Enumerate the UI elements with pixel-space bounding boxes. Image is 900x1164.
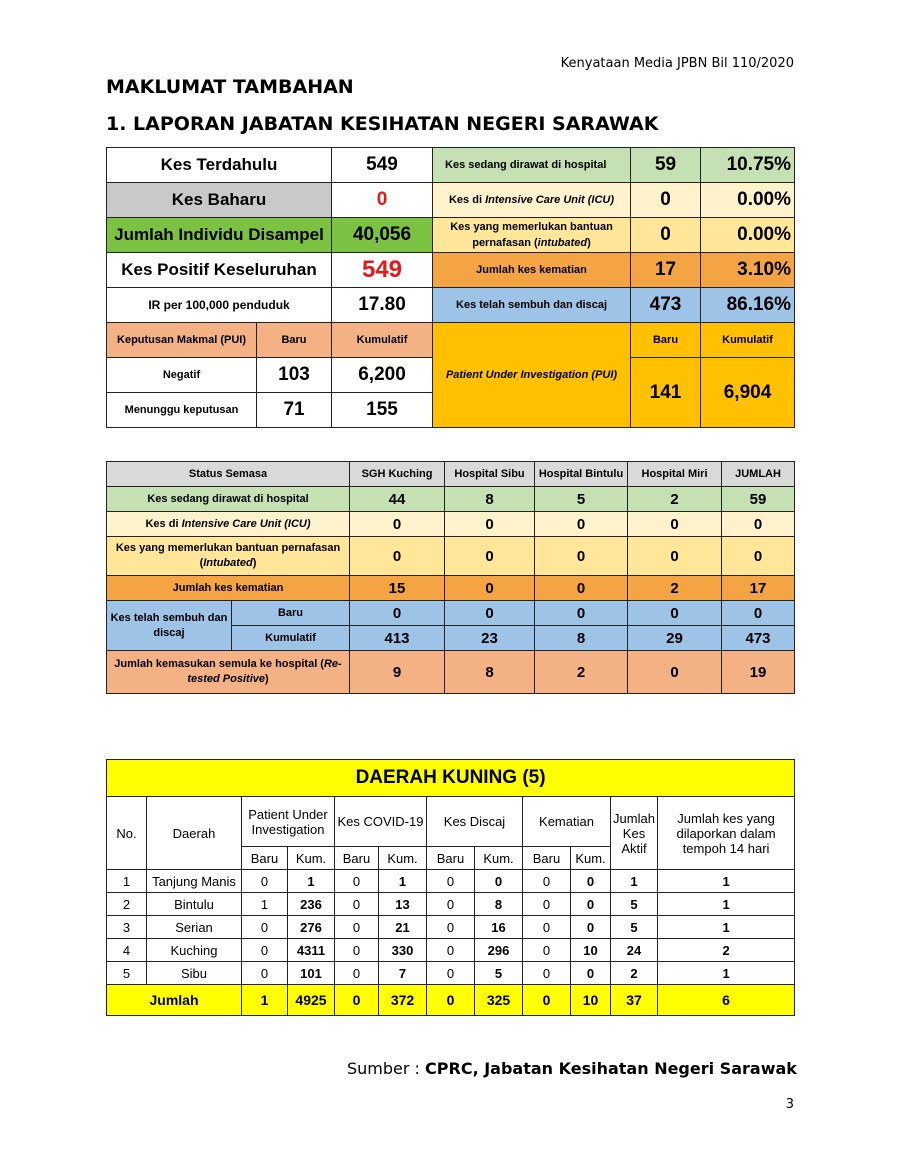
intubated-label: Kes yang memerlukan bantuan pernafasan (intubated)	[433, 218, 631, 253]
row-cell: 1	[611, 870, 658, 893]
row-cell: 0	[523, 893, 571, 916]
row-cell: 236	[288, 893, 335, 916]
positif-label: Kes Positif Keseluruhan	[107, 253, 332, 288]
kes-baharu-label: Kes Baharu	[107, 183, 332, 218]
disampel-value: 40,056	[332, 218, 433, 253]
cell: 0	[350, 512, 445, 537]
cell: 0	[350, 537, 445, 576]
header-covid: Kes COVID-19	[335, 797, 427, 847]
pui-label: Patient Under Investigation (PUI)	[433, 323, 631, 428]
header-kum: Kum.	[475, 847, 523, 870]
cell: 0	[350, 601, 445, 626]
total-cell: 37	[611, 985, 658, 1016]
total-cell: 372	[379, 985, 427, 1016]
row-cell: 8	[475, 893, 523, 916]
kes-terdahulu-label: Kes Terdahulu	[107, 148, 332, 183]
row-cell: 4311	[288, 939, 335, 962]
table-row	[107, 962, 795, 985]
row-number: 3	[107, 916, 147, 939]
row-cell: 0	[242, 939, 288, 962]
cell: 23	[445, 626, 535, 651]
pui-header-label: Keputusan Makmal (PUI)	[107, 323, 257, 358]
row-cell: 0	[242, 870, 288, 893]
cell: 0	[535, 601, 628, 626]
row-cell: 0	[335, 939, 379, 962]
negatif-kumulatif: 6,200	[332, 358, 433, 393]
menunggu-label: Menunggu keputusan	[107, 393, 257, 428]
header-kematian: Kematian	[523, 797, 611, 847]
row-cell: 1	[242, 893, 288, 916]
cell: 8	[445, 651, 535, 694]
header-kum: Kum.	[379, 847, 427, 870]
row-cell: 0	[427, 962, 475, 985]
daerah-name: Serian	[147, 916, 242, 939]
row-number: 4	[107, 939, 147, 962]
cell: 8	[535, 626, 628, 651]
kematian-value: 17	[631, 253, 701, 288]
cell: 15	[350, 576, 445, 601]
row-cell: 0	[335, 870, 379, 893]
row-icu-label: Kes di Intensive Care Unit (ICU)	[107, 512, 350, 537]
row-cell: 276	[288, 916, 335, 939]
row-cell: 0	[427, 939, 475, 962]
row-cell: 0	[335, 916, 379, 939]
summary-table	[106, 147, 795, 428]
cell: 0	[535, 576, 628, 601]
row-cell: 1	[658, 893, 795, 916]
header-no: No.	[107, 797, 147, 870]
row-cell: 0	[523, 939, 571, 962]
statement-ref: Kenyataan Media JPBN Bil 110/2020	[560, 56, 794, 71]
dirawat-label: Kes sedang dirawat di hospital	[433, 148, 631, 183]
header-baru: Baru	[523, 847, 571, 870]
row-cell: 1	[658, 916, 795, 939]
pui-kumulatif-label: Kumulatif	[701, 323, 795, 358]
row-cell: 0	[523, 962, 571, 985]
negatif-label: Negatif	[107, 358, 257, 393]
row-cell: 10	[571, 939, 611, 962]
header-daerah: Daerah	[147, 797, 242, 870]
row-cell: 0	[427, 893, 475, 916]
row-number: 5	[107, 962, 147, 985]
kes-baharu-value: 0	[332, 183, 433, 218]
header-baru: Baru	[427, 847, 475, 870]
total-row	[107, 985, 795, 1016]
ir-value: 17.80	[332, 288, 433, 323]
row-cell: 21	[379, 916, 427, 939]
row-sembuh-baru-label: Baru	[232, 601, 350, 626]
daerah-kuning-table	[106, 759, 795, 1016]
row-cell: 0	[335, 962, 379, 985]
row-cell: 2	[611, 962, 658, 985]
row-cell: 1	[658, 870, 795, 893]
daerah-name: Bintulu	[147, 893, 242, 916]
row-cell: 16	[475, 916, 523, 939]
header-sgh-kuching: SGH Kuching	[350, 462, 445, 487]
header-pui: Patient Under Investigation	[242, 797, 335, 847]
row-sembuh-label: Kes telah sembuh dan discaj	[107, 601, 232, 651]
sembuh-pct: 86.16%	[701, 288, 795, 323]
header-kum: Kum.	[571, 847, 611, 870]
total-cell: 6	[658, 985, 795, 1016]
cell: 2	[628, 576, 722, 601]
row-cell: 0	[475, 870, 523, 893]
row-cell: 5	[475, 962, 523, 985]
row-kematian-label: Jumlah kes kematian	[107, 576, 350, 601]
row-cell: 0	[571, 893, 611, 916]
cell: 59	[722, 487, 795, 512]
table-row	[107, 870, 795, 893]
row-retested-label: Jumlah kemasukan semula ke hospital (Re-tested Positive)	[107, 651, 350, 694]
total-cell: 0	[335, 985, 379, 1016]
pui-header-kumulatif: Kumulatif	[332, 323, 433, 358]
row-cell: 0	[571, 916, 611, 939]
row-number: 2	[107, 893, 147, 916]
icu-value: 0	[631, 183, 701, 218]
row-cell: 0	[571, 962, 611, 985]
cell: 0	[445, 576, 535, 601]
cell: 413	[350, 626, 445, 651]
row-intubated-label: Kes yang memerlukan bantuan pernafasan (Intubated)	[107, 537, 350, 576]
report-title: 1. LAPORAN JABATAN KESIHATAN NEGERI SARAWAK	[106, 113, 659, 135]
menunggu-kumulatif: 155	[332, 393, 433, 428]
daerah-kuning-title: DAERAH KUNING (5)	[107, 760, 795, 797]
icu-label: Kes di Intensive Care Unit (ICU)	[433, 183, 631, 218]
daerah-kuning-rows	[107, 870, 795, 985]
header-14-hari: Jumlah kes yang dilaporkan dalam tempoh 14 hari	[658, 797, 795, 870]
row-cell: 0	[571, 870, 611, 893]
header-baru: Baru	[335, 847, 379, 870]
cell: 8	[445, 487, 535, 512]
row-cell: 0	[523, 916, 571, 939]
disampel-label: Jumlah Individu Disampel	[107, 218, 332, 253]
cell: 0	[628, 537, 722, 576]
pui-baru-label: Baru	[631, 323, 701, 358]
cell: 44	[350, 487, 445, 512]
cell: 0	[628, 601, 722, 626]
daerah-name: Sibu	[147, 962, 242, 985]
page-number: 3	[785, 1097, 794, 1112]
total-label: Jumlah	[107, 985, 242, 1016]
row-cell: 296	[475, 939, 523, 962]
section-title: MAKLUMAT TAMBAHAN	[106, 76, 354, 98]
total-cell: 0	[523, 985, 571, 1016]
row-cell: 1	[658, 962, 795, 985]
kematian-label: Jumlah kes kematian	[433, 253, 631, 288]
cell: 0	[535, 512, 628, 537]
row-cell: 5	[611, 916, 658, 939]
table-row	[107, 893, 795, 916]
intubated-pct: 0.00%	[701, 218, 795, 253]
dirawat-pct: 10.75%	[701, 148, 795, 183]
ir-label: IR per 100,000 penduduk	[107, 288, 332, 323]
header-jumlah: JUMLAH	[722, 462, 795, 487]
row-number: 1	[107, 870, 147, 893]
cell: 0	[628, 651, 722, 694]
header-hospital-bintulu: Hospital Bintulu	[535, 462, 628, 487]
header-aktif: Jumlah Kes Aktif	[611, 797, 658, 870]
cell: 2	[535, 651, 628, 694]
row-cell: 2	[658, 939, 795, 962]
status-table	[106, 461, 795, 694]
total-cell: 1	[242, 985, 288, 1016]
table-row	[107, 939, 795, 962]
total-cell: 325	[475, 985, 523, 1016]
row-cell: 0	[523, 870, 571, 893]
row-cell: 101	[288, 962, 335, 985]
cell: 473	[722, 626, 795, 651]
sembuh-value: 473	[631, 288, 701, 323]
total-cell: 0	[427, 985, 475, 1016]
intubated-value: 0	[631, 218, 701, 253]
row-sembuh-kumulatif-label: Kumulatif	[232, 626, 350, 651]
source-note: Sumber : CPRC, Jabatan Kesihatan Negeri Sarawak	[347, 1059, 797, 1078]
cell: 2	[628, 487, 722, 512]
sembuh-label: Kes telah sembuh dan discaj	[433, 288, 631, 323]
pui-kumulatif: 6,904	[701, 358, 795, 428]
row-cell: 0	[427, 870, 475, 893]
row-cell: 0	[242, 916, 288, 939]
header-hospital-sibu: Hospital Sibu	[445, 462, 535, 487]
row-cell: 7	[379, 962, 427, 985]
daerah-name: Kuching	[147, 939, 242, 962]
table-row	[107, 916, 795, 939]
row-cell: 0	[335, 893, 379, 916]
dirawat-value: 59	[631, 148, 701, 183]
row-cell: 1	[379, 870, 427, 893]
cell: 9	[350, 651, 445, 694]
icu-pct: 0.00%	[701, 183, 795, 218]
row-cell: 1	[288, 870, 335, 893]
header-discaj: Kes Discaj	[427, 797, 523, 847]
row-cell: 0	[427, 916, 475, 939]
daerah-name: Tanjung Manis	[147, 870, 242, 893]
total-cell: 4925	[288, 985, 335, 1016]
kes-terdahulu-value: 549	[332, 148, 433, 183]
kematian-pct: 3.10%	[701, 253, 795, 288]
cell: 0	[445, 512, 535, 537]
cell: 0	[628, 512, 722, 537]
cell: 0	[535, 537, 628, 576]
row-cell: 24	[611, 939, 658, 962]
cell: 5	[535, 487, 628, 512]
cell: 19	[722, 651, 795, 694]
pui-header-baru: Baru	[257, 323, 332, 358]
row-dirawat-label: Kes sedang dirawat di hospital	[107, 487, 350, 512]
header-baru: Baru	[242, 847, 288, 870]
menunggu-baru: 71	[257, 393, 332, 428]
cell: 0	[722, 512, 795, 537]
cell: 0	[445, 537, 535, 576]
cell: 17	[722, 576, 795, 601]
row-cell: 0	[242, 962, 288, 985]
cell: 29	[628, 626, 722, 651]
cell: 0	[722, 601, 795, 626]
negatif-baru: 103	[257, 358, 332, 393]
pui-baru: 141	[631, 358, 701, 428]
total-cell: 10	[571, 985, 611, 1016]
row-cell: 330	[379, 939, 427, 962]
cell: 0	[445, 601, 535, 626]
positif-value: 549	[332, 253, 433, 288]
status-header: Status Semasa	[107, 462, 350, 487]
cell: 0	[722, 537, 795, 576]
header-hospital-miri: Hospital Miri	[628, 462, 722, 487]
row-cell: 13	[379, 893, 427, 916]
header-kum: Kum.	[288, 847, 335, 870]
row-cell: 5	[611, 893, 658, 916]
